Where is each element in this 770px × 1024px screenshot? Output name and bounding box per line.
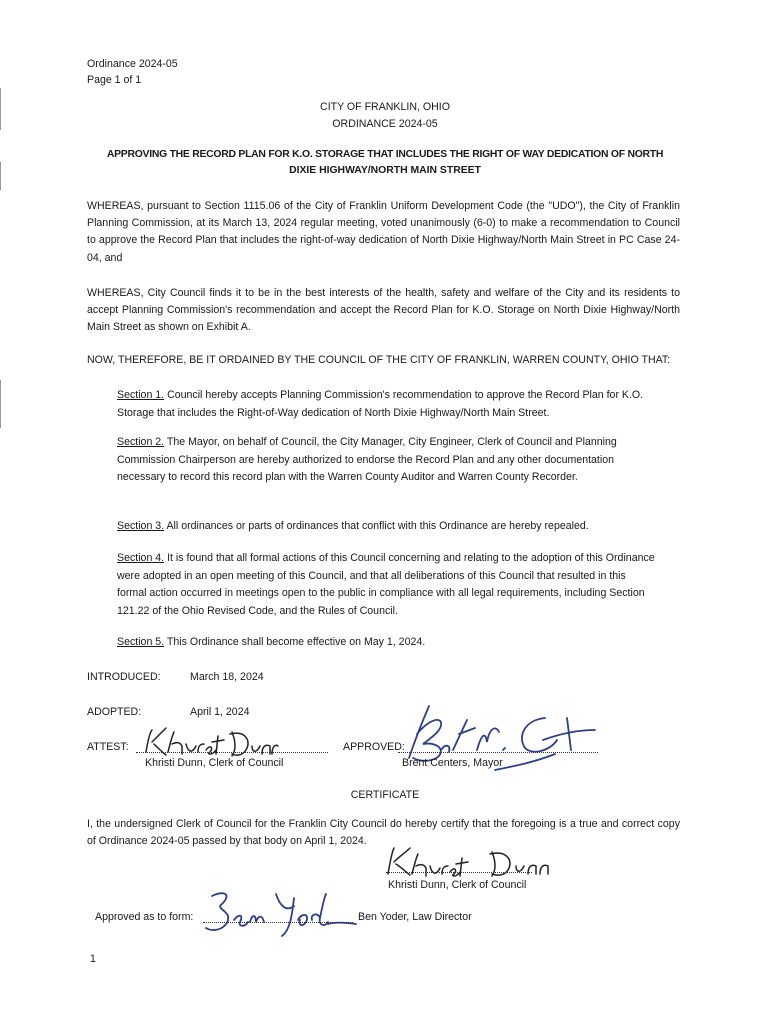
certificate-name: Khristi Dunn, Clerk of Council	[388, 879, 527, 891]
ordinance-heading: ORDINANCE 2024-05	[332, 118, 438, 130]
ordinance-title-line-2: DIXIE HIGHWAY/NORTH MAIN STREET	[289, 165, 481, 176]
section-5-label: Section 5.	[117, 636, 165, 648]
approval-label: Approved as to form:	[95, 911, 194, 923]
section-2	[117, 434, 657, 487]
section-1-text: Council hereby accepts Planning Commission's recommendation to approve the Record Plan for K.O. Storage that includes the Right-of-Way dedication of North Dixie Highway/North Main Street.	[117, 389, 644, 419]
scan-edge-mark	[0, 380, 1, 428]
page-number: 1	[90, 953, 96, 965]
page-indicator: Page 1 of 1	[87, 74, 142, 86]
attest-signature	[140, 722, 280, 762]
section-3	[117, 518, 657, 536]
section-4-text: It is found that all formal actions of this Council concerning and relating to the adoption of this Ordinance were adopted in an open meeting of this Council, and that all deliberations of this Council that resulted in this formal action occurred in meetings open to the public in compliance with all legal requirements, including Section 121.22 of the Ohio Revised Code, and the Rules of Council.	[117, 552, 655, 617]
attest-name: Khristi Dunn, Clerk of Council	[145, 757, 284, 769]
whereas-clause-1: WHEREAS, pursuant to Section 1115.06 of the City of Franklin Uniform Development Code (the "UDO"), the City of Franklin Planning Commission, at its March 13, 2024 regular meeting, voted unanimously (6-0) to make a recommendation to Council to approve the Record Plan that includes the right-of-way dedication of North Dixie Highway/North Main Street in PC Case 24-04, and	[87, 200, 680, 264]
attest-label: ATTEST:	[87, 741, 129, 753]
section-4-label: Section 4.	[117, 552, 165, 564]
whereas-clause-2: WHEREAS, City Council finds it to be in the best interests of the health, safety and welfare of the City and its residents to accept Planning Commission's recommendation and accept the Record Plan for K.O. Storage on North Dixie Highway/North Main Street as shown on Exhibit A.	[87, 287, 680, 334]
certificate-heading: CERTIFICATE	[350, 789, 420, 801]
certificate-text: I, the undersigned Clerk of Council for the Franklin City Council do hereby certify that the foregoing is a true and correct copy of Ordinance 2024-05 passed by that body on April 1, 2024.	[87, 818, 680, 848]
approved-name: Brent Centers, Mayor	[402, 757, 503, 769]
section-1-label: Section 1.	[117, 389, 165, 401]
adopted-label: ADOPTED:	[87, 706, 142, 718]
section-2-text: The Mayor, on behalf of Council, the City Manager, City Engineer, Clerk of Council and Planning Commission Chairperson are hereby authorized to endorse the Record Plan and any other documentation necessary to record this record plan with the Warren County Auditor and Warren County Recorder.	[117, 436, 617, 484]
certificate-signature	[380, 842, 580, 880]
approved-label: APPROVED:	[343, 741, 405, 753]
approval-signature-line	[203, 922, 353, 923]
introduced-label: INTRODUCED:	[87, 671, 161, 683]
ordinance-title-line-1: APPROVING THE RECORD PLAN FOR K.O. STORAGE THAT INCLUDES THE RIGHT OF WAY DEDICATION OF NORTH	[106, 149, 664, 160]
certificate-signature-line	[386, 872, 532, 873]
adopted-date: April 1, 2024	[190, 706, 250, 718]
section-3-label: Section 3.	[117, 520, 165, 532]
section-2-label: Section 2.	[117, 436, 165, 448]
section-5	[117, 634, 657, 652]
law-director-signature	[198, 886, 358, 942]
approval-name: Ben Yoder, Law Director	[358, 911, 472, 923]
city-heading: CITY OF FRANKLIN, OHIO	[320, 101, 450, 113]
ordain-clause: NOW, THEREFORE, BE IT ORDAINED BY THE COUNCIL OF THE CITY OF FRANKLIN, WARREN COUNTY, OHIO THAT:	[87, 354, 671, 366]
section-4	[117, 550, 657, 620]
section-5-text: This Ordinance shall become effective on May 1, 2024.	[164, 636, 426, 648]
ordinance-reference: Ordinance 2024-05	[87, 58, 178, 70]
section-1	[117, 387, 657, 422]
section-3-text: All ordinances or parts of ordinances that conflict with this Ordinance are hereby repealed.	[164, 520, 589, 532]
introduced-date: March 18, 2024	[190, 671, 264, 683]
